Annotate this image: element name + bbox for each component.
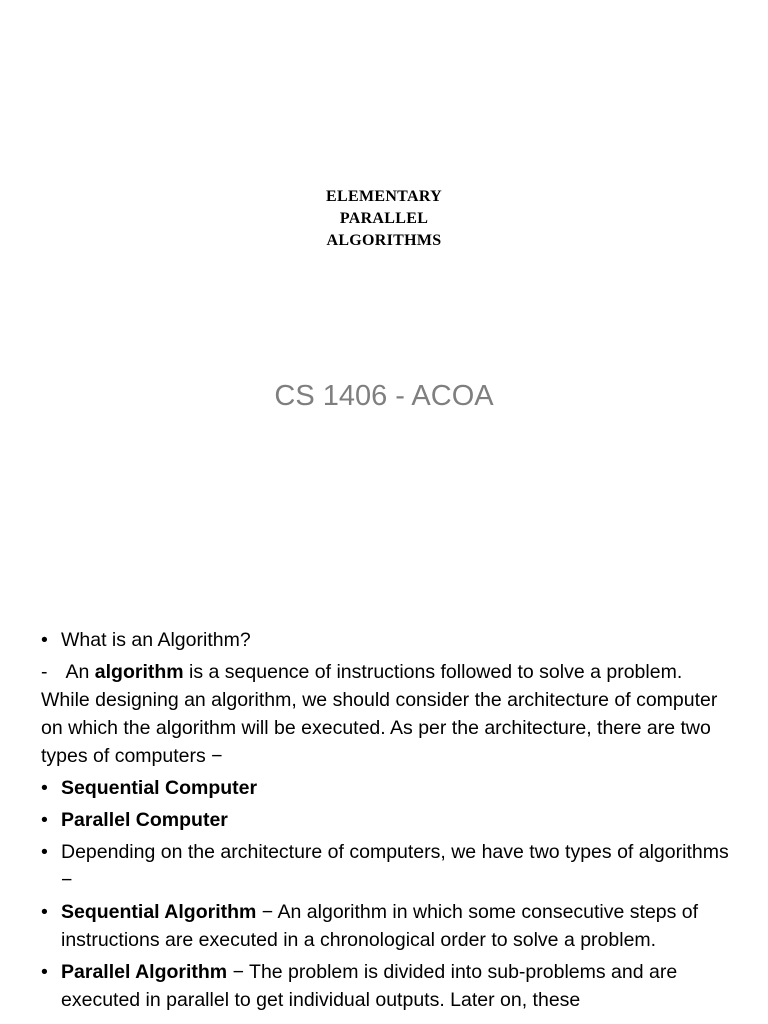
bullet-parallel-computer [41,806,731,834]
bullet-sequential-computer [41,774,731,802]
bullet-what-is-algorithm [41,626,731,654]
bullet-dot: • [41,901,48,923]
bullet-algorithm-types [41,838,731,894]
bullet-parallel-algorithm [41,958,731,1014]
bullet-sequential-algorithm [41,898,731,954]
dash-marker: - [41,661,48,683]
bullet-dot: • [41,629,48,651]
bullet-dot: • [41,809,48,831]
bullet-dot: • [41,841,48,863]
title-line-1: ELEMENTARY [326,188,442,205]
title-line-2: PARALLEL [339,210,429,227]
algorithm-definition [41,658,731,770]
bullet-text: Sequential Computer [61,777,258,799]
definition-lead: An [65,661,90,683]
title-line-3: ALGORITHMS [326,232,442,249]
bullet-term: Sequential Algorithm [61,901,257,923]
content-slide [41,626,731,1018]
bullet-dot: • [41,961,48,983]
bullet-dot: • [41,777,48,799]
bullet-text: Depending on the architecture of computers, we have two types of algorithms − [61,841,729,891]
slide-subtitle: CS 1406 - ACOA [274,380,494,412]
bullet-text: Parallel Computer [61,809,228,831]
slide-title [0,186,768,252]
definition-text: is a sequence of instructions followed to solve a problem. While designing an algorithm, we should consider the architecture of computer on which the algorithm will be executed. As per the architecture, there are two types of computers − [41,661,718,767]
definition-term: algorithm [94,661,184,683]
bullet-text: What is an Algorithm? [61,629,251,651]
bullet-text: − An algorithm in which some consecutive steps of instructions are executed in a chronological order to solve a problem. [61,901,699,951]
bullet-term: Parallel Algorithm [61,961,228,983]
bullet-text: − The problem is divided into sub-problems and are executed in parallel to get individual outputs. Later on, these [61,961,678,1011]
